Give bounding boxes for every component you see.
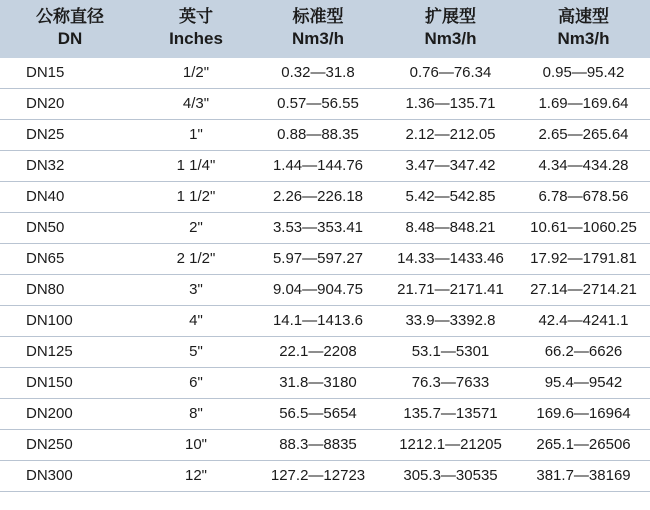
table-row xyxy=(0,460,650,491)
cell-highspeed: 95.4—9542 xyxy=(517,367,650,398)
table-row xyxy=(0,429,650,460)
cell-inches: 8" xyxy=(140,398,252,429)
cell-expanded: 135.7—13571 xyxy=(384,398,517,429)
cell-dn: DN32 xyxy=(0,150,140,181)
column-header-dn-line2: DN xyxy=(57,29,83,49)
cell-highspeed: 4.34—434.28 xyxy=(517,150,650,181)
cell-highspeed: 169.6—16964 xyxy=(517,398,650,429)
cell-expanded: 33.9—3392.8 xyxy=(384,305,517,336)
table-row xyxy=(0,212,650,243)
column-header-dn-line1: 公称直径 xyxy=(36,7,104,26)
cell-inches: 2" xyxy=(140,212,252,243)
cell-dn: DN25 xyxy=(0,119,140,150)
cell-dn: DN20 xyxy=(0,88,140,119)
table-header xyxy=(0,0,650,58)
cell-inches: 1" xyxy=(140,119,252,150)
table-row xyxy=(0,88,650,119)
column-header-highspeed-line2: Nm3/h xyxy=(557,29,610,49)
table-row xyxy=(0,305,650,336)
cell-expanded: 76.3—7633 xyxy=(384,367,517,398)
cell-standard: 31.8—3180 xyxy=(252,367,384,398)
cell-inches: 6" xyxy=(140,367,252,398)
column-header-inches-line2: Inches xyxy=(169,29,223,49)
cell-highspeed: 265.1—26506 xyxy=(517,429,650,460)
cell-highspeed: 66.2—6626 xyxy=(517,336,650,367)
table-row xyxy=(0,58,650,89)
cell-expanded: 14.33—1433.46 xyxy=(384,243,517,274)
cell-standard: 3.53—353.41 xyxy=(252,212,384,243)
cell-highspeed: 27.14—2714.21 xyxy=(517,274,650,305)
cell-dn: DN150 xyxy=(0,367,140,398)
cell-inches: 3" xyxy=(140,274,252,305)
cell-standard: 14.1—1413.6 xyxy=(252,305,384,336)
column-header-highspeed-line1: 高速型 xyxy=(558,7,609,26)
cell-standard: 56.5—5654 xyxy=(252,398,384,429)
cell-dn: DN50 xyxy=(0,212,140,243)
cell-highspeed: 381.7—38169 xyxy=(517,460,650,491)
cell-highspeed: 2.65—265.64 xyxy=(517,119,650,150)
column-header-inches xyxy=(140,0,252,58)
cell-standard: 2.26—226.18 xyxy=(252,181,384,212)
cell-dn: DN200 xyxy=(0,398,140,429)
cell-inches: 4/3" xyxy=(140,88,252,119)
cell-highspeed: 10.61—1060.25 xyxy=(517,212,650,243)
cell-expanded: 0.76—76.34 xyxy=(384,58,517,89)
table-row xyxy=(0,243,650,274)
cell-standard: 127.2—12723 xyxy=(252,460,384,491)
cell-highspeed: 1.69—169.64 xyxy=(517,88,650,119)
column-header-expanded-line1: 扩展型 xyxy=(425,7,476,26)
column-header-standard-line2: Nm3/h xyxy=(292,29,344,49)
table-header-row xyxy=(0,0,650,58)
cell-expanded: 1.36—135.71 xyxy=(384,88,517,119)
cell-standard: 1.44—144.76 xyxy=(252,150,384,181)
cell-inches: 1/2" xyxy=(140,58,252,89)
cell-inches: 1 1/4" xyxy=(140,150,252,181)
table-row xyxy=(0,367,650,398)
column-header-expanded-line2: Nm3/h xyxy=(424,29,477,49)
cell-standard: 0.32—31.8 xyxy=(252,58,384,89)
cell-expanded: 5.42—542.85 xyxy=(384,181,517,212)
column-header-highspeed xyxy=(517,0,650,58)
cell-standard: 5.97—597.27 xyxy=(252,243,384,274)
cell-inches: 1 1/2" xyxy=(140,181,252,212)
cell-expanded: 305.3—30535 xyxy=(384,460,517,491)
table-body xyxy=(0,58,650,492)
table-row xyxy=(0,119,650,150)
cell-inches: 2 1/2" xyxy=(140,243,252,274)
cell-expanded: 2.12—212.05 xyxy=(384,119,517,150)
table-row xyxy=(0,181,650,212)
cell-highspeed: 0.95—95.42 xyxy=(517,58,650,89)
cell-dn: DN100 xyxy=(0,305,140,336)
column-header-dn xyxy=(0,0,140,58)
cell-highspeed: 6.78—678.56 xyxy=(517,181,650,212)
cell-dn: DN125 xyxy=(0,336,140,367)
cell-expanded: 8.48—848.21 xyxy=(384,212,517,243)
column-header-standard xyxy=(252,0,384,58)
cell-highspeed: 42.4—4241.1 xyxy=(517,305,650,336)
cell-standard: 88.3—8835 xyxy=(252,429,384,460)
cell-dn: DN65 xyxy=(0,243,140,274)
cell-standard: 0.88—88.35 xyxy=(252,119,384,150)
cell-highspeed: 17.92—1791.81 xyxy=(517,243,650,274)
cell-dn: DN15 xyxy=(0,58,140,89)
cell-standard: 22.1—2208 xyxy=(252,336,384,367)
cell-inches: 4" xyxy=(140,305,252,336)
cell-expanded: 53.1—5301 xyxy=(384,336,517,367)
table-row xyxy=(0,274,650,305)
column-header-inches-line1: 英寸 xyxy=(179,7,213,26)
table-row xyxy=(0,336,650,367)
cell-dn: DN40 xyxy=(0,181,140,212)
cell-dn: DN80 xyxy=(0,274,140,305)
cell-inches: 5" xyxy=(140,336,252,367)
column-header-expanded xyxy=(384,0,517,58)
cell-standard: 0.57—56.55 xyxy=(252,88,384,119)
cell-inches: 12" xyxy=(140,460,252,491)
cell-expanded: 21.71—2171.41 xyxy=(384,274,517,305)
cell-dn: DN250 xyxy=(0,429,140,460)
table-row xyxy=(0,398,650,429)
cell-expanded: 3.47—347.42 xyxy=(384,150,517,181)
column-header-standard-line1: 标准型 xyxy=(292,7,344,26)
cell-expanded: 1212.1—21205 xyxy=(384,429,517,460)
cell-standard: 9.04—904.75 xyxy=(252,274,384,305)
cell-inches: 10" xyxy=(140,429,252,460)
table-row xyxy=(0,150,650,181)
cell-dn: DN300 xyxy=(0,460,140,491)
